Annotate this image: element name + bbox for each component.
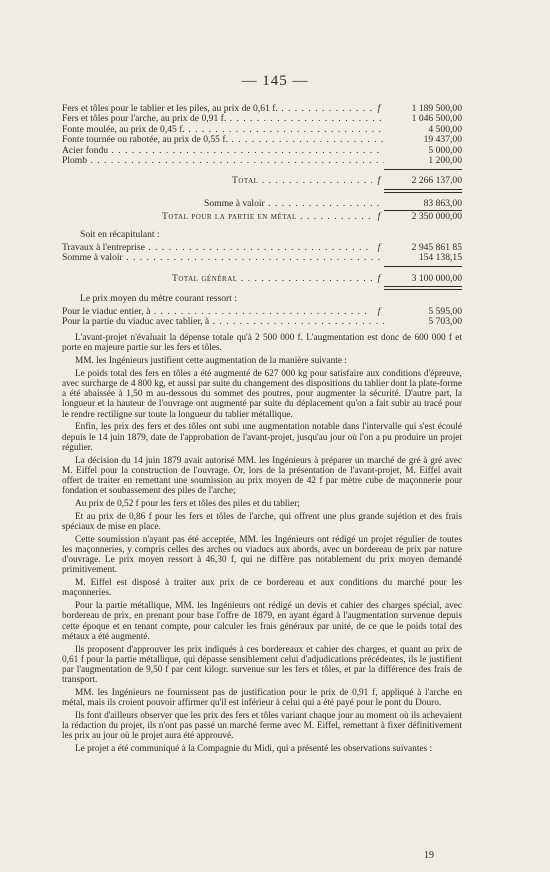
paragraph: Cette soumission n'ayant pas été acceptée, MM. les Ingénieurs ont rédigé un projet régulier de toutes les maçonneries, y compris celles des arches ou viaducs aux abords, avec un bordereau de prix par nature d'ouvrage. Le prix moyen ressort à 46,30 f, qui ne diffère pas notablement du prix moyen demandé primitivement.: [62, 534, 462, 576]
currency-mark: f: [372, 104, 386, 114]
ledger-row: [62, 114, 462, 124]
ledger-row: [62, 146, 462, 156]
paragraph: Au prix de 0,52 f pour les fers et tôles des piles et du tablier;: [75, 499, 300, 510]
average-amount: 5 595,00: [384, 307, 462, 317]
recap-amount: 154 138,15: [384, 253, 462, 263]
ledger-row-total: [62, 274, 462, 284]
sum-rule: [384, 169, 462, 170]
paragraph: Ils proposent d'approuver les prix indiqués à ces bordereaux et cahier des charges, et quant au prix de 0,61 f pour la partie métallique, qui dépasse sensiblement celui d'adjudications précédentes, ils le justifient par l'augmentation de 9,50 f par cent kilogr. survenue sur les fers et tôles, et par la différence des frais de transport.: [62, 644, 462, 686]
ledger-row: [62, 199, 462, 209]
paragraph: Et au prix de 0,86 f pour les fers et tôles de l'arche, qui offrent une plus grande sujétion et des frais spéciaux de mise en place.: [62, 511, 462, 533]
ledger-row-total: [62, 176, 462, 186]
recap-amount: 2 945 861 85: [384, 243, 462, 253]
sum-rule: [384, 210, 462, 211]
ledger-row: [62, 135, 462, 145]
total-amount: 2 266 137,00: [384, 176, 462, 186]
paragraph: Le poids total des fers en tôles a été augmenté de 627 000 kg pour satisfaire aux conditions d'épreuve, avec surcharge de 4 800 kg, et aussi par suite du changement des dispositions du tablier dont la plate-forme a été abaissée à 1,50 m au-dessous du sommet des poutres, pour augmenter la sécurité. D'autre part, la longueur et la hauteur de l'ouvrage ont augmenté par suite du déplacement qu'on a fait subir au tracé pour le rendre rectiligne sur toute la longueur du tablier métallique.: [62, 368, 462, 420]
valoir-amount: 83 863,00: [384, 199, 462, 209]
ledger-item-label: Fers et tôles pour l'arche, au prix de 0,91 f. . . .: [62, 114, 462, 124]
paragraph: L'avant-projet n'évaluait la dépense totale qu'à 2 500 000 f. L'augmentation est donc de 600 000 f et porte en majeure partie sur les fers et tôles.: [62, 333, 462, 354]
ledger-item-amount: 1 189 500,00: [384, 104, 462, 114]
paragraph: La décision du 14 juin 1879 avait autorisé MM. les Ingénieurs à préparer un marché de gré à gré avec M. Eiffel pour la construction de l'ouvrage. Or, lors de la présentation de l'avant-projet, M. Eiffel avait offert de traiter en remettant une soumission au prix moyen de 42 f par mètre cube de maçonnerie pour fondation et soubassement des piles de l'arche;: [62, 455, 462, 497]
paragraph: MM. les Ingénieurs ne fournissent pas de justification pour le prix de 0,91 f, appliqué à l'arche en métal, mais ils croient pouvoir affirmer qu'il est inférieur à celui qui a été payé pour le pont du Douro.: [62, 688, 462, 709]
folio-number: 19: [424, 850, 434, 861]
ledger-item-amount: 1 046 500,00: [384, 114, 462, 124]
ledger-item-amount: 4 500,00: [384, 125, 462, 135]
currency-mark: f: [372, 212, 386, 222]
ledger-item-label: Plomb . . .: [62, 156, 462, 166]
page-number-header: — 145 —: [241, 73, 309, 89]
ledger-row: [62, 243, 462, 253]
currency-mark: f: [372, 307, 386, 317]
grand-total-ledger: [62, 274, 462, 284]
ledger-row: [62, 317, 462, 327]
ledger-item-label: Fonte tournée ou rabotée, au prix de 0,55 f. . . .: [62, 135, 462, 145]
recap-ledger: [62, 243, 462, 264]
ledger-row: [62, 125, 462, 135]
paragraph: Pour la partie métallique, MM. les Ingénieurs ont rédigé un devis et cahier des charges spécial, avec bordereau de prix, en prenant pour base l'offre de 1879, en ayant égard à l'augmentation survenue depuis cette époque et en tenant compte, pour calculer les frais généraux par unité, de ce que le poids total des métaux a été augmenté.: [62, 601, 462, 642]
ledger-row-total: [62, 212, 462, 222]
ledger-item-label: Fonte moulée, au prix de 0,45 f. . . .: [62, 125, 462, 135]
ledger-item-amount: 19 437,00: [384, 135, 462, 145]
ledger-row: [62, 253, 462, 263]
total-ledger: [62, 176, 462, 186]
ledger-item-amount: 1 200,00: [384, 156, 462, 166]
total-label: Total . . .: [232, 176, 462, 186]
sum-rule: [384, 266, 462, 267]
average-amount: 5 703,00: [384, 317, 462, 327]
ledger-row: [62, 307, 462, 317]
grand-total-amount: 3 100 000,00: [384, 274, 462, 284]
metal-total-label: Total pour la partie en métal . . .: [162, 212, 462, 222]
paragraph: MM. les Ingénieurs justifient cette augmentation de la manière suivante :: [75, 356, 347, 366]
paragraph: M. Eiffel est disposé à traiter aux prix de ce bordereau et aux conditions du marché pour les maçonneries.: [62, 578, 462, 599]
currency-mark: f: [372, 176, 386, 186]
ledger-item-amount: 5 000,00: [384, 146, 462, 156]
body-text: [62, 333, 462, 757]
ledger-item-label: Acier fondu . . .: [62, 146, 462, 156]
average-label: Pour la partie du viaduc avec tablier, à . . .: [62, 317, 462, 327]
double-rule: [384, 286, 462, 290]
ledger-row: [62, 156, 462, 166]
ledger-row: [62, 104, 462, 114]
double-rule: [384, 189, 462, 193]
metal-total-amount: 2 350 000,00: [384, 212, 462, 222]
average-ledger: [62, 307, 462, 328]
metal-ledger: [62, 199, 462, 209]
recap-heading: Soit en récapitulant :: [80, 229, 160, 240]
currency-mark: f: [372, 243, 386, 253]
recap-label: Travaux à l'entreprise . . .: [62, 243, 462, 253]
grand-total-label: Total général . . .: [172, 274, 462, 284]
paragraph: Ils font d'ailleurs observer que les prix des fers et tôles variant chaque jour au moment où ils achevaient la rédaction du projet, ils n'ont pas passé un marché ferme avec M. Eiffel, remettant à fixer définitivement les prix au jour où le projet aura été approuvé.: [62, 711, 462, 742]
average-heading: Le prix moyen du mètre courant ressort :: [80, 293, 237, 304]
ledger-item-label: Fers et tôles pour le tablier et les piles, au prix de 0,61 f. . . .: [62, 104, 462, 114]
valoir-label: Somme à valoir . . .: [204, 199, 462, 209]
currency-mark: f: [372, 274, 386, 284]
paragraph: Le projet a été communiqué à la Compagnie du Midi, qui a présenté les observations suivantes :: [75, 744, 433, 755]
average-label: Pour le viaduc entier, à . . .: [62, 307, 462, 317]
paragraph: Enfin, les prix des fers et des tôles ont subi une augmentation notable dans l'intervalle qui s'est écoulé depuis le 14 juin 1879, date de l'approbation de l'avant-projet, jusqu'au jour où l'on a pu produire un projet régulier.: [62, 422, 462, 453]
metal-total-ledger: [62, 212, 462, 222]
materials-ledger: [62, 104, 462, 166]
recap-label: Somme à valoir . . .: [62, 253, 462, 263]
